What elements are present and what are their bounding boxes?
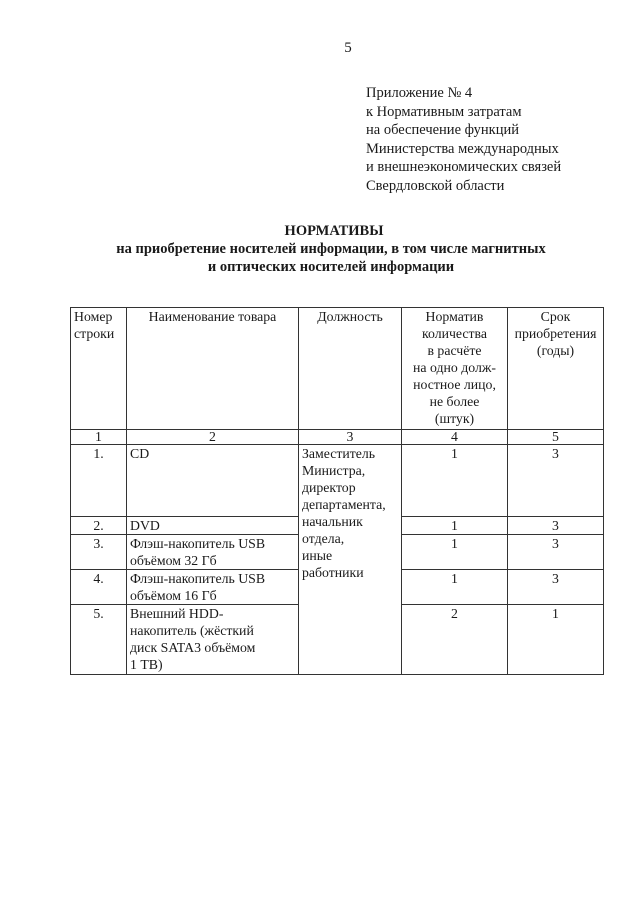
appendix-line: на обеспечение функций — [366, 122, 520, 139]
header-acquisition-term — [508, 308, 604, 430]
row-number: 2. — [71, 517, 127, 535]
quantity-value: 1 — [402, 570, 508, 605]
term-value: 3 — [508, 445, 604, 517]
product-name-line: DVD — [130, 518, 160, 533]
product-name — [127, 517, 299, 535]
column-number: 3 — [299, 430, 402, 445]
header-text: Норматив — [425, 309, 484, 324]
appendix-line: к Нормативным затратам — [366, 103, 522, 120]
appendix-line: и внешнеэкономических связей — [366, 159, 562, 176]
product-name — [127, 605, 299, 675]
term-value: 3 — [508, 535, 604, 570]
appendix-line: Министерства международных — [366, 140, 559, 157]
table-header-row — [71, 308, 604, 430]
header-text: (штук) — [434, 411, 475, 426]
term-value: 3 — [508, 570, 604, 605]
position-line: иные — [302, 548, 333, 563]
norms-table — [70, 307, 604, 675]
header-text: в расчёте — [427, 343, 482, 358]
header-text: Номер — [74, 309, 113, 324]
row-number: 5. — [71, 605, 127, 675]
quantity-value: 1 — [402, 517, 508, 535]
header-product-name — [127, 308, 299, 430]
document-title — [0, 222, 640, 276]
title-subtitle-line: и оптических носителей информации — [207, 259, 455, 275]
product-name — [127, 445, 299, 517]
appendix-note — [366, 84, 561, 196]
term-value: 1 — [508, 605, 604, 675]
quantity-value: 1 — [402, 535, 508, 570]
product-name-line: объёмом 16 Гб — [130, 588, 217, 603]
header-text: не более — [429, 394, 480, 409]
product-name-line: объёмом 32 Гб — [130, 553, 217, 568]
header-quantity-norm — [402, 308, 508, 430]
column-number-row — [71, 430, 604, 445]
table-row — [71, 445, 604, 517]
appendix-line: Приложение № 4 — [366, 85, 473, 101]
term-value: 3 — [508, 517, 604, 535]
header-text: приобретения — [514, 326, 597, 341]
appendix-line: Свердловской области — [366, 177, 505, 194]
position-line: работники — [302, 565, 364, 580]
position-line: директор — [302, 480, 356, 495]
header-text: строки — [74, 326, 115, 341]
product-name-line: диск SATA3 объёмом — [130, 640, 256, 655]
column-number: 2 — [127, 430, 299, 445]
product-name-line: Флэш-накопитель USB — [130, 536, 266, 551]
column-number: 1 — [71, 430, 127, 445]
title-heading: НОРМАТИВЫ — [284, 223, 384, 239]
header-text: (годы) — [536, 343, 575, 358]
column-number: 5 — [508, 430, 604, 445]
quantity-value: 1 — [402, 445, 508, 517]
header-text: количества — [421, 326, 487, 341]
page-number: 5 — [344, 40, 352, 56]
header-text: Срок — [540, 309, 571, 324]
position-line: начальник — [302, 514, 363, 529]
column-number: 4 — [402, 430, 508, 445]
row-number: 1. — [71, 445, 127, 517]
product-name-line: Внешний HDD- — [130, 606, 224, 621]
header-row-number — [71, 308, 127, 430]
row-number: 4. — [71, 570, 127, 605]
quantity-value: 2 — [402, 605, 508, 675]
header-text: ностное лицо, — [413, 377, 496, 392]
position-line: отдела, — [302, 531, 345, 546]
row-number: 3. — [71, 535, 127, 570]
header-text: Наименование товара — [148, 309, 277, 324]
header-position — [299, 308, 402, 430]
position-cell — [299, 445, 402, 675]
position-line: Министра, — [302, 463, 366, 478]
product-name-line: Флэш-накопитель USB — [130, 571, 266, 586]
position-line: департамента, — [302, 497, 386, 512]
product-name — [127, 535, 299, 570]
product-name-line: накопитель (жёсткий — [130, 623, 254, 638]
product-name — [127, 570, 299, 605]
product-name-line: CD — [130, 446, 150, 461]
title-subtitle-line: на приобретение носителей информации, в том числе магнитных — [116, 241, 546, 257]
position-line: Заместитель — [302, 446, 376, 461]
header-text: Должность — [317, 309, 383, 324]
product-name-line: 1 ТВ) — [130, 657, 163, 672]
header-text: на одно долж- — [413, 360, 496, 375]
